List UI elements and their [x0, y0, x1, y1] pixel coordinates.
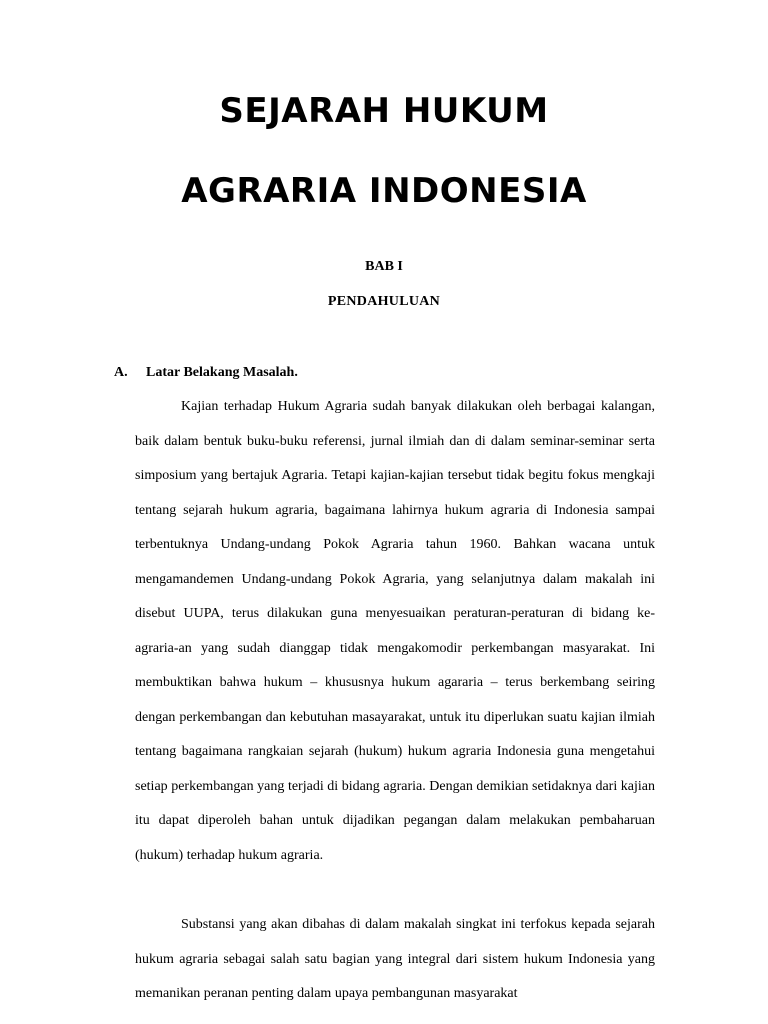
section-heading: [114, 363, 298, 383]
paragraph-2: Substansi yang akan dibahas di dalam makalah singkat ini terfokus kepada sejarah hukum agraria sebagai salah satu bagian yang integral dari sistem hukum Indonesia yang memanikan peranan penting dalam upaya pembangunan masyarakat: [135, 917, 655, 1001]
section-title: Latar Belakang Masalah.: [146, 365, 298, 380]
paragraph-1: Kajian terhadap Hukum Agraria sudah banyak dilakukan oleh berbagai kalangan, baik dalam bentuk buku-buku referensi, jurnal ilmiah dan di dalam seminar-seminar serta simposium yang bertajuk Agraria. Tetapi kajian-kajian tersebut tidak begitu fokus mengkaji tentang sejarah hukum agraria, bagaimana lahirnya hukum agraria di Indonesia sampai terbentuknya Undang-undang Pokok Agraria tahun 1960. Bahkan wacana untuk mengamandemen Undang-undang Pokok Agraria, yang selanjutnya dalam makalah ini disebut UUPA, terus dilakukan guna menyesuaikan peraturan-peraturan di bidang ke-agraria-an yang sudah dianggap tidak mengakomodir perkembangan masyarakat. Ini membuktikan bahwa hukum – khususnya hukum agararia – terus berkembang seiring dengan perkembangan dan kebutuhan masayarakat, untuk itu diperlukan suatu kajian ilmiah tentang bagaimana rangkaian sejarah (hukum) hukum agraria Indonesia guna mengetahui setiap perkembangan yang terjadi di bidang agraria. Dengan demikian setidaknya dari kajian itu dapat diperoleh bahan untuk dijadikan pegangan dalam melakukan pembaharuan (hukum) terhadap hukum agraria.: [135, 399, 655, 863]
section-number: A.: [114, 365, 128, 380]
chapter-number: BAB I: [365, 259, 403, 274]
chapter-title: PENDAHULUAN: [327, 294, 441, 309]
document-title-line-1: SEJARAH HUKUM: [219, 91, 549, 131]
document-title-line-2: AGRARIA INDONESIA: [181, 171, 587, 211]
